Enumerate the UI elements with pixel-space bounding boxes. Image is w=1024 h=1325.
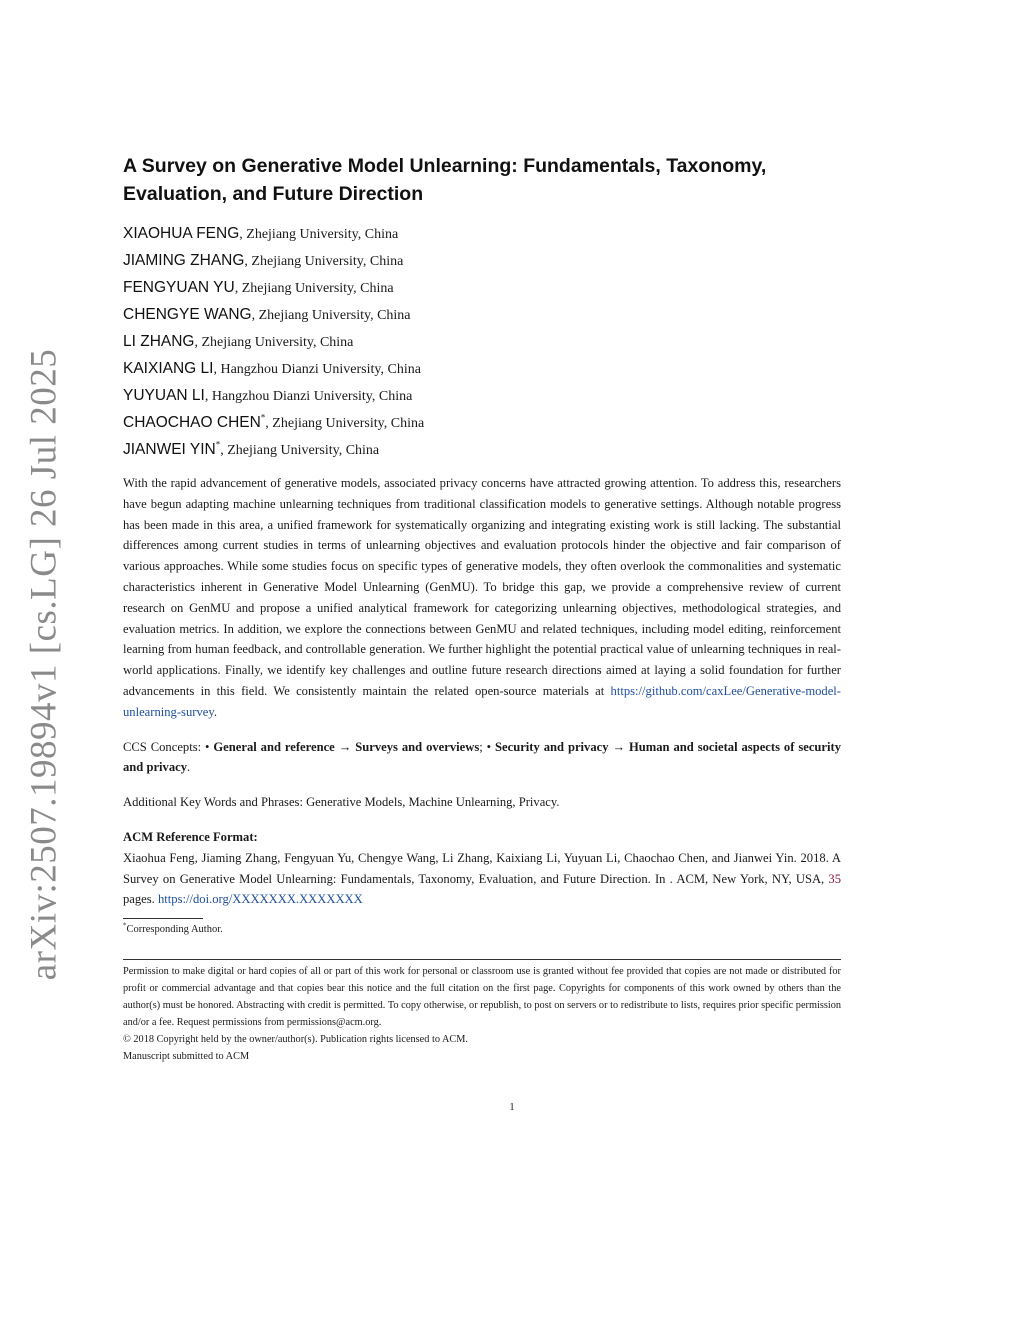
author-affiliation: , Hangzhou Dianzi University, China — [213, 362, 421, 377]
author-entry — [123, 382, 841, 409]
repo-link[interactable]: https://github.com/caxLee/Generative-model-unlearning-survey — [123, 683, 841, 719]
author-name: YUYUAN LI — [123, 387, 205, 404]
author-entry — [123, 247, 841, 274]
ccs-concepts — [123, 737, 841, 779]
author-name: XIAOHUA FENG — [123, 225, 240, 242]
author-affiliation: , Zhejiang University, China — [239, 227, 399, 242]
reference-text: Xiaohua Feng, Jiaming Zhang, Fengyuan Yu, Chengye Wang, Li Zhang, Kaixiang Li, Yuyuan Li, Chaochao Chen, and Jianwei Yin. 2018. A Survey on Generative Model Unlearning: Fundamentals, Taxonomy, Evaluation, and Future Direction. In . ACM, New York, NY, USA, — [123, 850, 841, 886]
author-affiliation: , Hangzhou Dianzi University, China — [204, 389, 413, 404]
author-star: * — [260, 412, 266, 423]
ccs-concept: General and reference → Surveys and overviews — [213, 739, 480, 754]
pages-link[interactable]: 35 — [828, 871, 841, 886]
author-entry — [123, 409, 841, 436]
paper-first-page — [123, 152, 841, 1065]
author-entry — [123, 220, 841, 247]
abstract-end: . — [213, 704, 217, 719]
page-number: 1 — [509, 1102, 515, 1113]
author-affiliation: , Zhejiang University, China — [244, 254, 404, 269]
author-name: JIAMING ZHANG — [123, 252, 245, 269]
ccs-bullet: • — [205, 739, 214, 754]
reference-heading: ACM Reference Format: — [123, 829, 258, 844]
author-name: LI ZHANG — [123, 333, 195, 350]
arxiv-stamp-text: arXiv:2507.19894v1 [cs.LG] 26 Jul 2025 — [23, 348, 65, 980]
author-name: JIANWEI YIN — [123, 441, 216, 458]
author-name: KAIXIANG LI — [123, 360, 214, 377]
author-entry — [123, 328, 841, 355]
author-list — [123, 220, 841, 463]
author-affiliation: , Zhejiang University, China — [251, 308, 411, 323]
ccs-bullet: • — [486, 739, 496, 754]
reference-format — [123, 848, 841, 910]
author-name: FENGYUAN YU — [123, 279, 235, 296]
reference-pages-suffix: pages. — [123, 892, 158, 907]
author-entry — [123, 355, 841, 382]
abstract — [123, 473, 841, 723]
footnote-star: * — [123, 921, 127, 930]
author-entry — [123, 436, 841, 463]
author-name: CHAOCHAO CHEN — [123, 414, 261, 431]
doi-link[interactable]: https://doi.org/XXXXXXX.XXXXXXX — [157, 892, 363, 907]
footnote — [123, 923, 841, 937]
ccs-concept: Security and privacy → Human and societal aspects of security and privacy — [123, 739, 842, 775]
ccs-label: CCS Concepts: — [123, 739, 206, 754]
author-affiliation: , Zhejiang University, China — [220, 443, 380, 458]
author-affiliation: , Zhejiang University, China — [265, 416, 425, 431]
author-name: CHENGYE WANG — [123, 306, 252, 323]
author-star: * — [215, 439, 221, 450]
ccs-end: . — [187, 760, 191, 775]
permission-notice: Permission to make digital or hard copies of all or part of this work for personal or classroom use is granted without fee provided that copies are not made or distributed for profit or commercial advantage and that copies bear this notice and the full citation on the first page. Copyrights for components of this work owned by others than the author(s) must be honored. Abstracting with credit is permitted. To copy otherwise, or republish, to post on servers or to redistribute to lists, requires prior specific permission and/or a fee. Request permissions from permissions@acm.org. — [123, 966, 841, 1029]
author-affiliation: , Zhejiang University, China — [194, 335, 354, 350]
abstract-text: With the rapid advancement of generative models, associated privacy concerns have attracted growing attention. To address this, researchers have begun adapting machine unlearning techniques from traditional classification models to generative settings. Although notable progress has been made in this area, a unified framework for systematically organizing and integrating existing work is still lacking. The substantial differences among current studies in terms of unlearning objectives and evaluation protocols hinder the objective and fair comparison of various approaches. While some studies focus on specific types of generative models, they often overlook the commonalities and systematic characteristics inherent in Generative Model Unlearning (GenMU). To bridge this gap, we provide a comprehensive review of current research on GenMU and propose a unified analytical framework for categorizing unlearning objectives, methodological strategies, and evaluation metrics. In addition, we explore the connections between GenMU and related techniques, including model editing, reinforcement learning from human feedback, and controllable generation. We further highlight the potential practical value of unlearning techniques in real-world applications. Finally, we identify key challenges and outline future research directions aimed at laying a solid foundation for further advancements in this field. We consistently maintain the related open-source materials at — [123, 476, 841, 698]
manuscript-note: Manuscript submitted to ACM — [123, 1051, 250, 1063]
footnote-text: Corresponding Author. — [126, 924, 223, 936]
permission-divider — [123, 959, 841, 960]
paper-title: A Survey on Generative Model Unlearning: Fundamentals, Taxonomy, Evaluation, and Future Direction — [123, 155, 767, 205]
ccs-separator: ; — [479, 739, 487, 754]
author-affiliation: , Zhejiang University, China — [234, 281, 394, 296]
copyright-notice: © 2018 Copyright held by the owner/author(s). Publication rights licensed to ACM. — [123, 1034, 469, 1046]
author-entry — [123, 274, 841, 301]
footnote-divider — [123, 918, 203, 919]
keywords: Additional Key Words and Phrases: Generative Models, Machine Unlearning, Privacy. — [123, 795, 560, 810]
author-entry — [123, 301, 841, 328]
arxiv-stamp — [23, 348, 65, 980]
